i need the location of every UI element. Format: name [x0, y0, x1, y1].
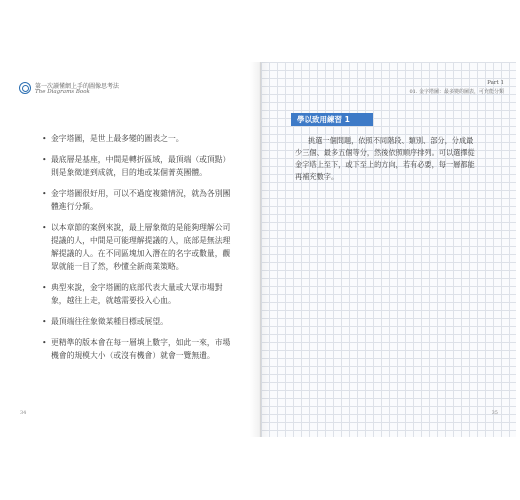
- page-number-right: 35: [491, 410, 498, 416]
- part-label: Part 1: [487, 80, 504, 86]
- exercise-body: 挑選一個問題，依照不同階段、類別、部分，分成最少三個、最多五個等分，然後依照順序排列。可以選擇從金字塔上至下，或下至上的方向，若有必要，每一層都能再補充數字。: [295, 136, 475, 181]
- publisher-logo-icon: [19, 82, 31, 94]
- left-page: [4, 62, 261, 437]
- bullet-item: • 以本章節的案例來說，最上層象徵的是能夠理解公司提議的人，中間是可能理解提議的人，底部是無法理解提議的人。在不同區塊加入潛在的名字或數量，觀眾就能一目了然，秒懂全新商業策略。: [42, 221, 238, 273]
- bullet-item: • 更精準的版本會在每一層填上數字，如此一來，市場機會的規模大小（或沒有機會）就會一覽無遺。: [42, 336, 238, 362]
- bullet-list: [42, 132, 238, 370]
- bullet-item: • 最頂端往往象徵某種目標或展望。: [42, 315, 238, 328]
- bullet-item: • 金字塔圖很好用，可以不過度複雜情況，就為各別團體進行分類。: [42, 187, 238, 213]
- bullet-item: • 金字塔圖，是世上最多變的圖表之一。: [42, 132, 238, 145]
- bullet-item: • 最底層是基座，中間是轉折區域，最頂端（或頂點）則是象徵達到成就，目的地或某個菁英團體。: [42, 153, 238, 179]
- bullet-item: • 典型來說，金字塔圖的底部代表大量或大眾市場對象，越往上走，就越需要投入心血。: [42, 281, 238, 307]
- running-header-subtitle: The Diagrams Book: [35, 89, 90, 95]
- right-page: [261, 62, 516, 437]
- chapter-header: 01. 金字塔圖：最多變的圖表，可充能分類: [409, 89, 504, 95]
- exercise-title-badge: 學以致用練習 1: [291, 113, 373, 126]
- page-number-left: 34: [20, 410, 27, 416]
- running-header-title: 第一次讀懂網上手的圖像思考法: [35, 83, 120, 90]
- book-spread: [4, 62, 516, 437]
